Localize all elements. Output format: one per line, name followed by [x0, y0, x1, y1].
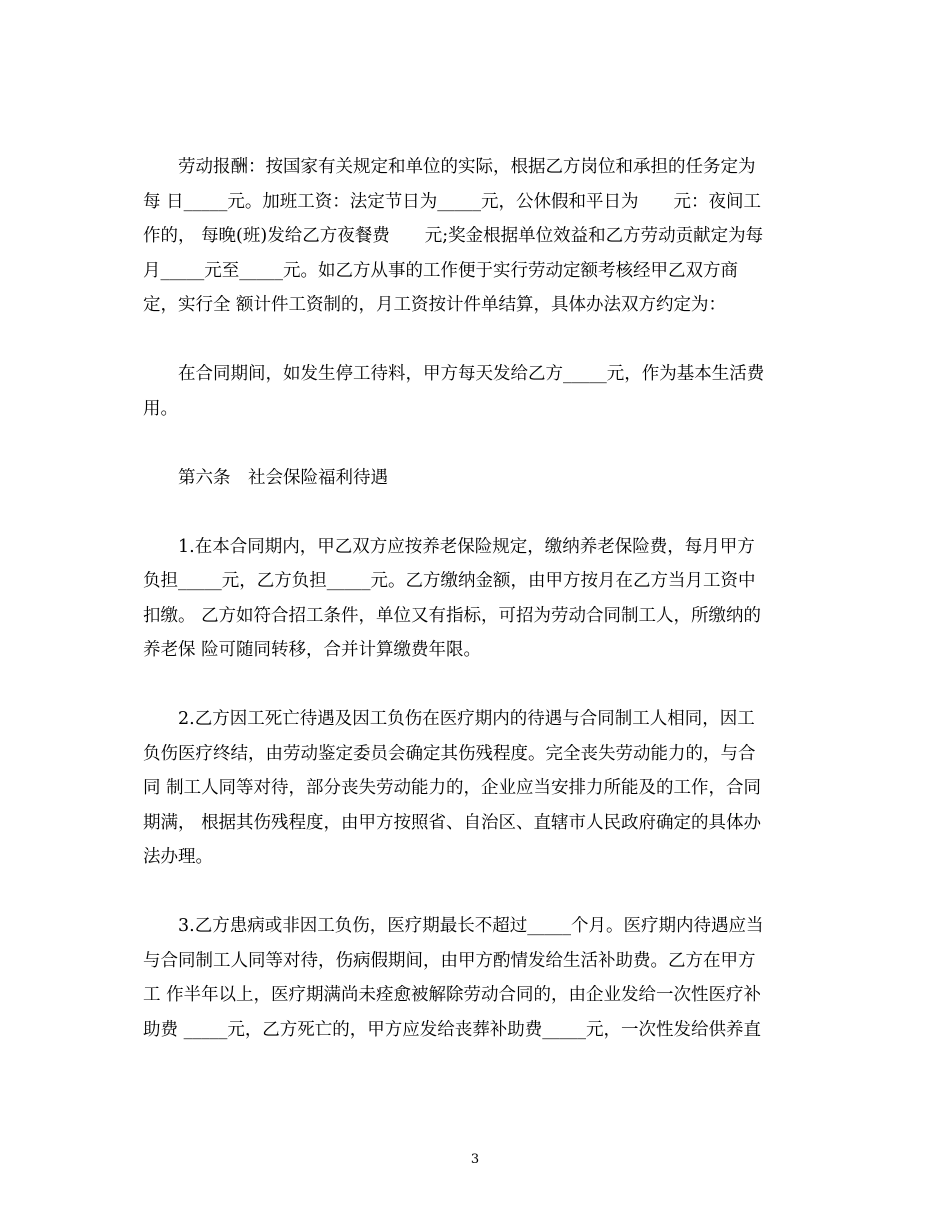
- text-line: 3.乙方患病或非因工负伤，医疗期最长不超过_____个月。医疗期内待遇应当: [143, 916, 764, 936]
- paragraph-spacer: [143, 426, 803, 461]
- paragraph-spacer: [143, 668, 803, 703]
- paragraph-work-stoppage: [143, 357, 803, 426]
- text-line: 负担_____元，乙方负担_____元。乙方缴纳金额，由甲方按月在乙方当月工资中: [143, 571, 756, 591]
- text-line: 作的， 每晚(班)发给乙方夜餐费 元;奖金根据单位效益和乙方劳动贡献定为每: [143, 226, 764, 246]
- paragraph-item-3: [143, 909, 803, 1047]
- document-body: [143, 150, 803, 1047]
- text-line: 养老保 险可随同转移，合并计算缴费年限。: [143, 640, 482, 660]
- text-line: 助费 _____元，乙方死亡的，甲方应发给丧葬补助费_____元，一次性发给供养直: [143, 1019, 762, 1040]
- text-line: 每 日_____元。加班工资：法定节日为_____元，公休假和平日为 元：夜间工: [143, 191, 762, 212]
- text-line: 与合同制工人同等对待，伤病假期间，由甲方酌情发给生活补助费。乙方在甲方: [143, 950, 756, 971]
- text-line: 定，实行全 额计件工资制的，月工资按计件单结算，具体办法双方约定为：: [143, 295, 727, 315]
- text-line: 同 制工人同等对待，部分丧失劳动能力的，企业应当安排力所能及的工作，合同: [143, 778, 762, 798]
- paragraph-item-1: [143, 530, 803, 668]
- text-line: 劳动报酬：按国家有关规定和单位的实际，根据乙方岗位和承担的任务定为: [143, 157, 756, 177]
- page-number: 3: [470, 1152, 480, 1167]
- heading-line: 第六条 社会保险福利待遇: [143, 467, 388, 488]
- text-line: 1.在本合同期内，甲乙双方应按养老保险规定，缴纳养老保险费，每月甲方: [143, 536, 755, 557]
- text-line: 工 作半年以上，医疗期满尚未痊愈被解除劳动合同的，由企业发给一次性医疗补: [143, 985, 762, 1005]
- text-line: 用。: [143, 398, 178, 419]
- paragraph-spacer: [143, 323, 803, 358]
- text-line: 在合同期间，如发生停工待料，甲方每天发给乙方_____元，作为基本生活费: [143, 364, 765, 384]
- paragraph-spacer: [143, 875, 803, 910]
- text-line: 期满， 根据其伤残程度，由甲方按照省、自治区、直辖市人民政府确定的具体办: [143, 812, 762, 833]
- text-line: 法办理。: [143, 847, 213, 867]
- paragraph-item-2: [143, 702, 803, 875]
- text-line: 负伤医疗终结，由劳动鉴定委员会确定其伤残程度。完全丧失劳动能力的，与合: [143, 743, 756, 764]
- text-line: 2.乙方因工死亡待遇及因工负伤在医疗期内的待遇与合同制工人相同，因工: [143, 709, 755, 729]
- text-line: 扣缴。 乙方如符合招工条件，单位又有指标，可招为劳动合同制工人，所缴纳的: [143, 605, 762, 626]
- text-line: 月_____元至_____元。如乙方从事的工作便于实行劳动定额考核经甲乙双方商: [143, 260, 738, 281]
- paragraph-labor-remuneration: [143, 150, 803, 323]
- paragraph-spacer: [143, 495, 803, 530]
- article-heading: [143, 461, 803, 496]
